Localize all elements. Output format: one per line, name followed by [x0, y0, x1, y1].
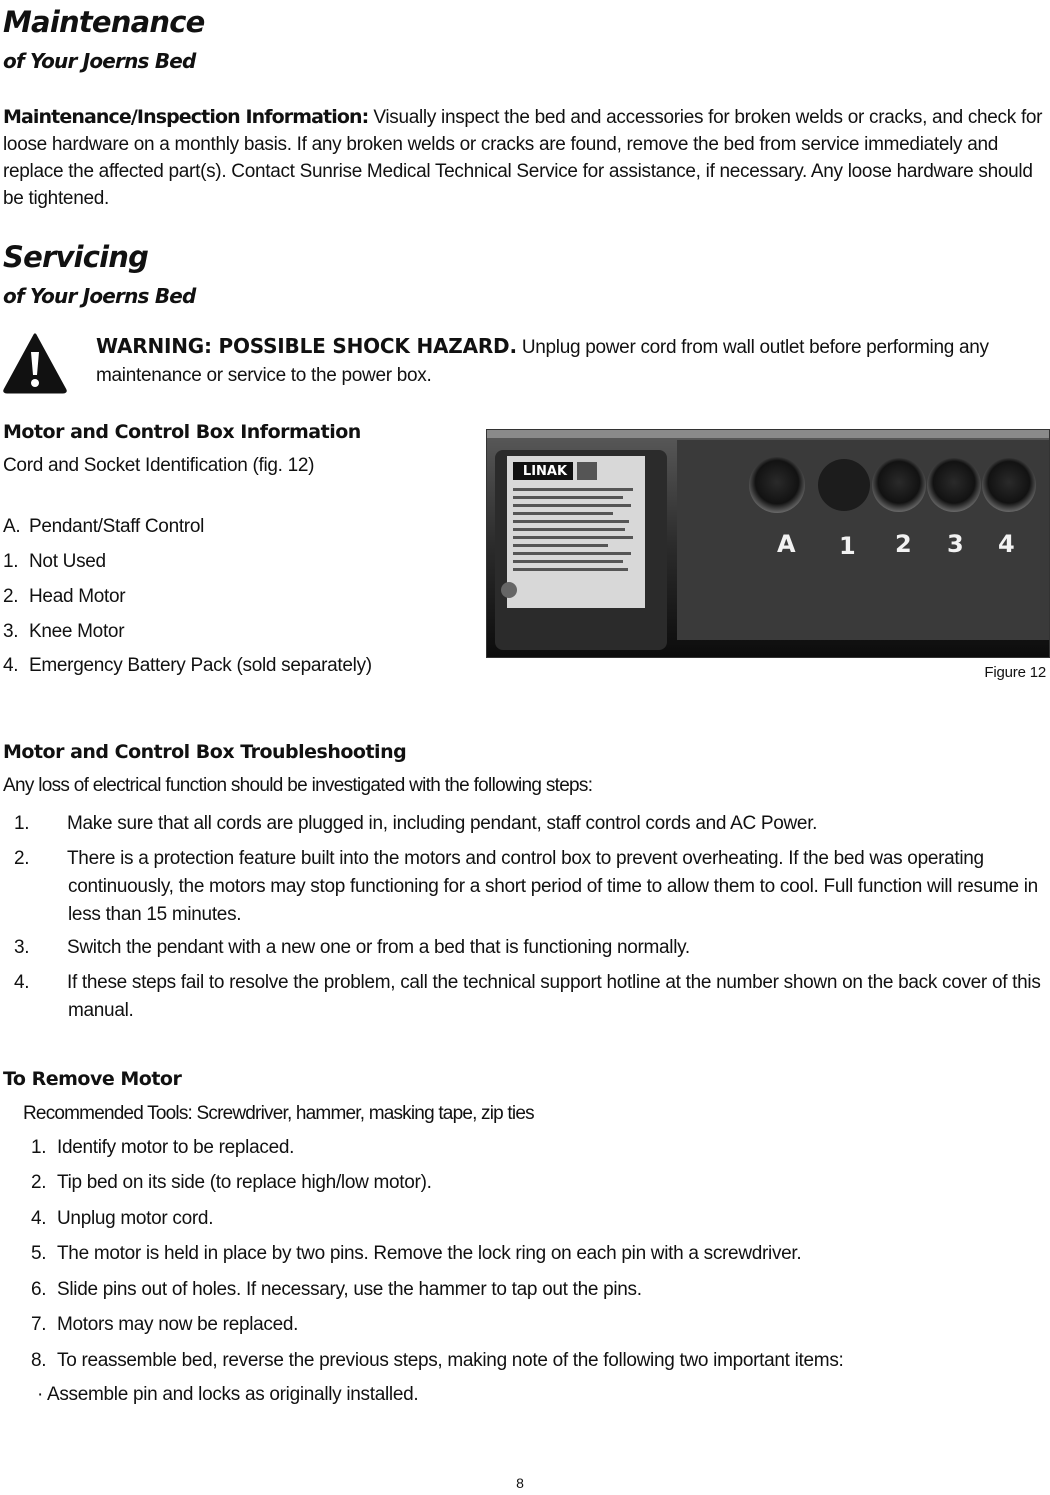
- figure-caption: Figure 12: [984, 664, 1046, 681]
- socket-list-item: A. Pendant/Staff Control: [3, 516, 205, 537]
- socket-label-2: 2: [895, 530, 912, 558]
- socket-list-item: 2. Head Motor: [3, 586, 126, 607]
- socket-list-item: 4. Emergency Battery Pack (sold separately): [3, 655, 372, 676]
- page-number: 8: [516, 1475, 524, 1491]
- servicing-title: Servicing: [3, 240, 149, 274]
- recommended-tools: Recommended Tools: Screwdriver, hammer, masking tape, zip ties: [23, 1103, 534, 1124]
- maintenance-lead: Maintenance/Inspection Information:: [3, 106, 369, 128]
- socket-list-item: 1. Not Used: [3, 551, 106, 572]
- troubleshooting-step: 4. If these steps fail to resolve the problem, call the technical support hotline at the number shown on the back cover of this manual.: [14, 972, 1041, 1021]
- maintenance-title: Maintenance: [3, 5, 205, 39]
- troubleshooting-step: 3. Switch the pendant with a new one or from a bed that is functioning normally.: [14, 937, 690, 958]
- warning-text: [96, 332, 996, 390]
- warning-body: Unplug power cord from wall outlet before performing any maintenance or service to the power box.: [96, 337, 989, 386]
- remove-motor-bullet: · Assemble pin and locks as originally installed.: [37, 1384, 419, 1405]
- remove-motor-step: 2. Tip bed on its side (to replace high/low motor).: [31, 1172, 432, 1193]
- troubleshooting-intro: Any loss of electrical function should be investigated with the following steps:: [3, 775, 593, 796]
- socket-label-4: 4: [998, 530, 1015, 558]
- remove-motor-step: 8. To reassemble bed, reverse the previous steps, making note of the following two important items:: [31, 1350, 844, 1371]
- maintenance-subtitle: of Your Joerns Bed: [3, 49, 196, 73]
- socket-list-item: 3. Knee Motor: [3, 621, 125, 642]
- remove-motor-step: 4. Unplug motor cord.: [31, 1208, 214, 1229]
- troubleshooting-heading: Motor and Control Box Troubleshooting: [3, 741, 407, 763]
- servicing-subtitle: of Your Joerns Bed: [3, 284, 196, 308]
- remove-motor-step: 6. Slide pins out of holes. If necessary, use the hammer to tap out the pins.: [31, 1279, 642, 1300]
- remove-motor-step: 7. Motors may now be replaced.: [31, 1314, 299, 1335]
- linak-logo: LINAK: [522, 464, 568, 479]
- warning-triangle-icon: [2, 332, 68, 394]
- troubleshooting-step: 1. Make sure that all cords are plugged in, including pendant, staff control cords and AC Power.: [14, 813, 818, 834]
- troubleshooting-step: 2. There is a protection feature built into the motors and control box to prevent overheating. If the bed was operating continuously, the motors may stop functioning for a short period of time to allow them to cool. Full function will resume in less than 15 minutes.: [14, 848, 1038, 925]
- socket-label-3: 3: [947, 530, 964, 558]
- maintenance-paragraph: [3, 104, 1043, 212]
- remove-motor-step: 5. The motor is held in place by two pins. Remove the lock ring on each pin with a screwdriver.: [31, 1243, 802, 1264]
- maintenance-body: Visually inspect the bed and accessories for broken welds or cracks, and check for loose hardware on a monthly basis. If any broken welds or cracks are found, remove the bed from service immediately and replace the affected part(s). Contact Sunrise Medical Technical Service for assistance, if necessary. Any loose hardware should be tightened.: [3, 107, 1043, 209]
- control-box-heading: Motor and Control Box Information: [3, 421, 361, 443]
- control-box-photo: [486, 429, 1050, 658]
- socket-label-1: 1: [839, 532, 856, 560]
- control-box-subheading: Cord and Socket Identification (fig. 12): [3, 455, 315, 476]
- socket-label-a: A: [777, 530, 796, 558]
- warning-lead: WARNING: POSSIBLE SHOCK HAZARD.: [96, 334, 517, 358]
- remove-motor-heading: To Remove Motor: [3, 1068, 182, 1090]
- remove-motor-step: 1. Identify motor to be replaced.: [31, 1137, 295, 1158]
